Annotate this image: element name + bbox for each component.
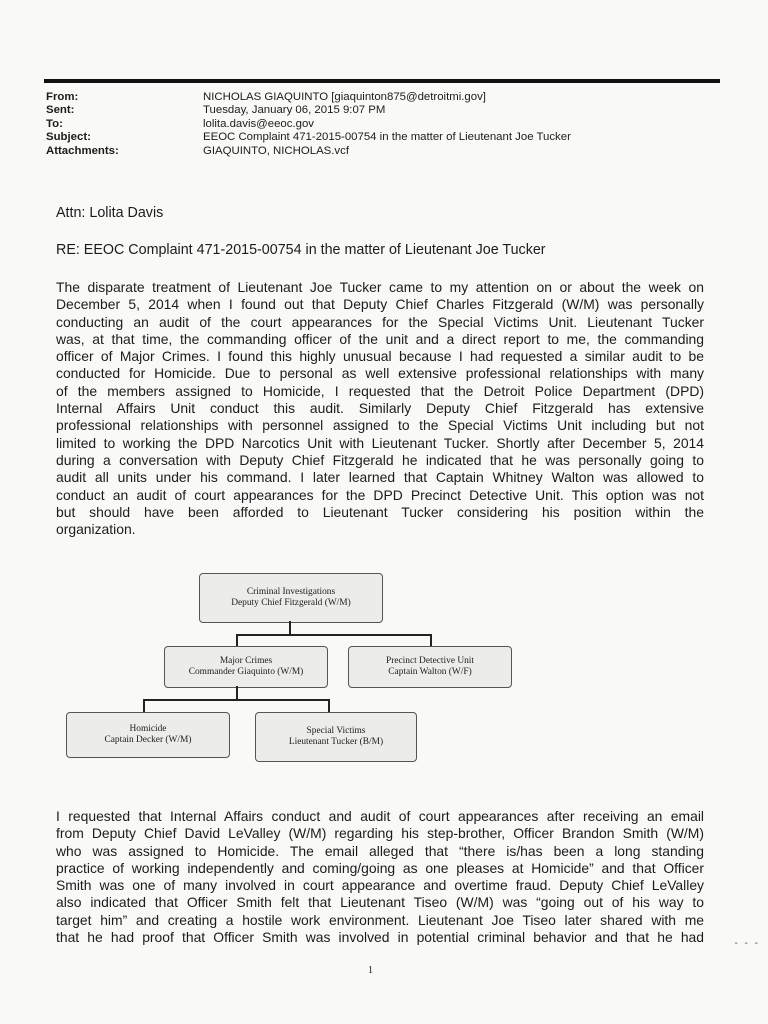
org-box-title: Special Victims	[306, 726, 366, 736]
paragraph-line: professional relationships with personnel assigned to the Special Victims Unit including but not	[56, 417, 704, 434]
attachments-value: GIAQUINTO, NICHOLAS.vcf	[203, 144, 349, 157]
paragraph-line: limited to working the DPD Narcotics Unit with Lieutenant Tucker. Shortly after December 5, 2014	[56, 434, 704, 451]
paragraph-line: conducting an audit of the court appearances for the Special Victims Unit. Lieutenant Tucker	[56, 313, 704, 330]
subject-row	[46, 131, 571, 144]
attn-line: Attn: Lolita Davis	[56, 205, 164, 221]
org-connector	[236, 686, 238, 700]
paragraph-line: officer of Major Crimes. I found this highly unusual because I had requested a similar audit to be	[56, 348, 704, 365]
paragraph-line: of the members assigned to Homicide, I requested that the Detroit Police Department (DPD)	[56, 382, 704, 399]
paragraph-line: Internal Affairs Unit conduct this audit. Similarly Deputy Chief Fitzgerald has extensive	[56, 400, 704, 417]
org-box-homicide	[66, 712, 230, 758]
margin-mark: - - -	[734, 938, 760, 949]
to-value: lolita.davis@eeoc.gov	[203, 117, 314, 130]
org-box-person: Captain Walton (W/F)	[388, 667, 472, 677]
paragraph-line: but should have been afforded to Lieutenant Tucker considering his position within the	[56, 503, 704, 520]
org-box-person: Deputy Chief Fitzgerald (W/M)	[231, 598, 351, 608]
org-connector	[143, 699, 145, 713]
org-connector	[236, 634, 432, 636]
paragraph-line: The disparate treatment of Lieutenant Joe Tucker came to my attention on or about the week on	[56, 279, 704, 295]
paragraph-line: Smith was one of many involved in court appearance and overtime fraud. Deputy Chief LeValley	[56, 877, 704, 894]
to-row	[46, 118, 571, 131]
paragraph-line: practice of working independently and coming/going as one pleases at Homicide” and that Officer	[56, 859, 704, 876]
org-box-title: Homicide	[129, 724, 167, 734]
page-number: 1	[368, 965, 373, 976]
attachments-label: Attachments:	[46, 144, 119, 157]
org-box-criminal-investigations	[199, 573, 383, 623]
paragraph-line: also indicated that Officer Smith felt that Lieutenant Tiseo (W/M) was “going out of his way to	[56, 894, 704, 911]
org-box-precinct-detective	[348, 646, 512, 688]
org-box-special-victims	[255, 712, 417, 762]
org-connector	[143, 699, 330, 701]
paragraph-line: that he had proof that Officer Smith was involved in potential criminal behavior and that he had	[56, 929, 704, 946]
paragraph-line: who was assigned to Homicide. The email alleged that “there is/has been a long standing	[56, 842, 704, 859]
sent-row	[46, 104, 571, 117]
sent-label: Sent:	[46, 104, 75, 117]
attachments-row	[46, 145, 571, 158]
paragraph-line: from Deputy Chief David LeValley (W/M) regarding his step-brother, Officer Brandon Smith (W/M)	[56, 825, 704, 842]
paragraph-2	[56, 808, 704, 946]
sent-value: Tuesday, January 06, 2015 9:07 PM	[203, 104, 386, 117]
from-label: From:	[46, 91, 79, 103]
org-box-title: Criminal Investigations	[246, 587, 336, 597]
paragraph-line: during a conversation with Deputy Chief Fitzgerald he indicated that he was personally going to	[56, 451, 704, 468]
org-box-person: Captain Decker (W/M)	[104, 735, 192, 745]
paragraph-line: organization.	[56, 521, 136, 538]
header-rule	[44, 79, 720, 83]
org-connector	[328, 699, 330, 713]
paragraph-line: I requested that Internal Affairs conduct and audit of court appearances after receiving an email	[56, 808, 704, 824]
paragraph-line: conduct an audit of court appearances for the DPD Precinct Detective Unit. This option was not	[56, 486, 704, 503]
paragraph-line: conducted for Homicide. Due to personal as well extensive professional relationships with many	[56, 365, 704, 382]
org-box-person: Commander Giaquinto (W/M)	[188, 667, 304, 677]
from-value: NICHOLAS GIAQUINTO [giaquinton875@detroitmi.gov]	[203, 91, 486, 103]
paragraph-line: target him” and creating a hostile work environment. Lieutenant Joe Tiseo later shared with me	[56, 911, 704, 928]
subject-label: Subject:	[46, 131, 91, 144]
to-label: To:	[46, 117, 63, 130]
org-box-major-crimes	[164, 646, 328, 688]
paragraph-line: was, at that time, the commanding officer of the unit and a direct report to me, the commanding	[56, 330, 704, 347]
subject-value: EEOC Complaint 471-2015-00754 in the matter of Lieutenant Joe Tucker	[203, 131, 571, 144]
paragraph-1	[56, 279, 704, 538]
from-row	[46, 91, 571, 104]
org-box-title: Major Crimes	[219, 656, 273, 666]
org-box-title: Precinct Detective Unit	[386, 656, 474, 666]
paragraph-line: audit all units under his command. I later learned that Captain Whitney Walton was allowed to	[56, 469, 704, 486]
paragraph-line: December 5, 2014 when I found out that Deputy Chief Charles Fitzgerald (W/M) was personally	[56, 296, 704, 313]
re-line: RE: EEOC Complaint 471-2015-00754 in the matter of Lieutenant Joe Tucker	[56, 242, 546, 258]
email-header	[46, 91, 571, 158]
org-connector	[289, 621, 291, 635]
org-box-person: Lieutenant Tucker (B/M)	[288, 737, 384, 747]
